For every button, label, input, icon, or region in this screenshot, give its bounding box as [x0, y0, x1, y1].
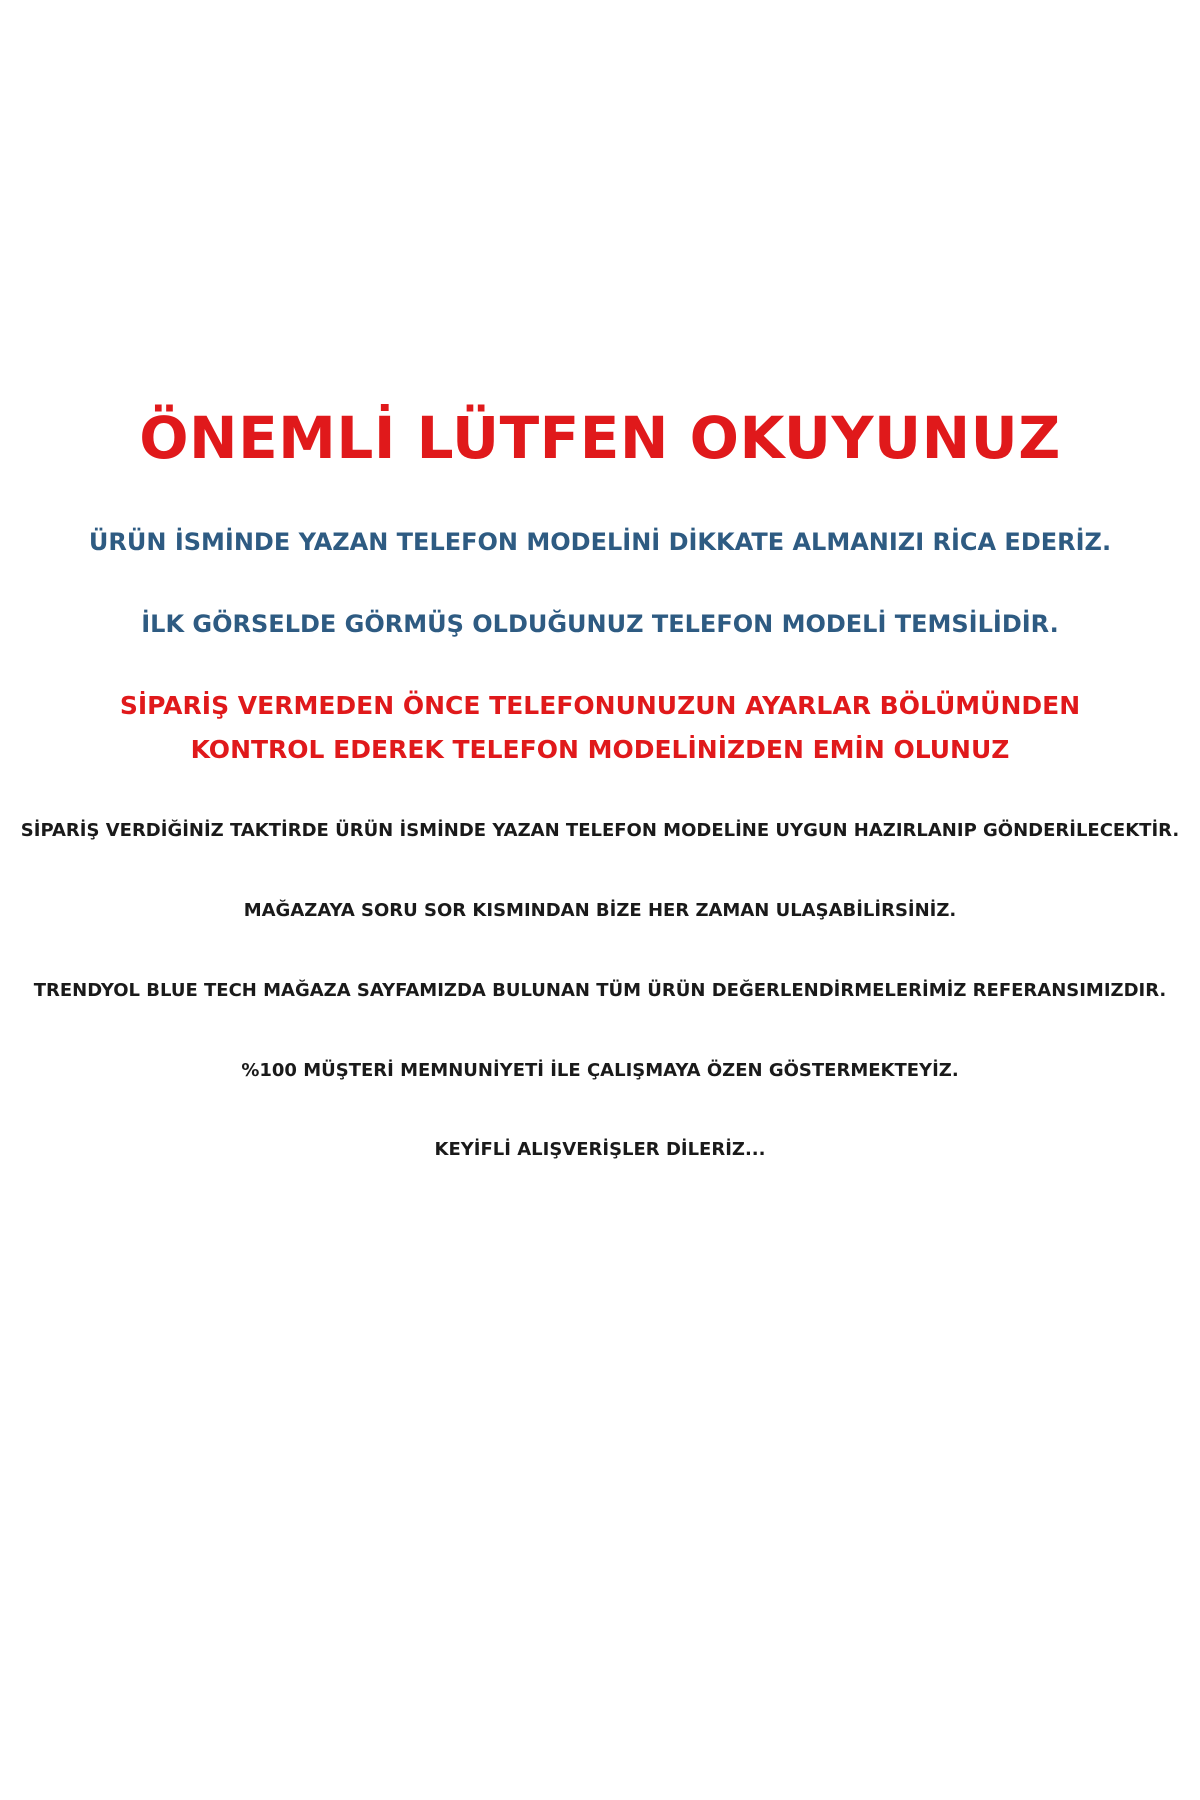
notice-title: ÖNEMLİ LÜTFEN OKUYUNUZ — [139, 404, 1061, 472]
shipping-notice: SİPARİŞ VERDİĞİNİZ TAKTİRDE ÜRÜN İSMİNDE YAZAN TELEFON MODELİNE UYGUN HAZIRLANIP GÖNDERİLECEKTİR. — [20, 820, 1180, 841]
closing-greeting: KEYİFLİ ALIŞVERİŞLER DİLERİZ... — [434, 1139, 766, 1160]
contact-notice: MAĞAZAYA SORU SOR KISMINDAN BİZE HER ZAMAN ULAŞABİLİRSİNİZ. — [243, 900, 957, 921]
check-settings-notice-line-2: KONTROL EDEREK TELEFON MODELİNİZDEN EMİN OLUNUZ — [190, 735, 1010, 764]
representative-image-notice: İLK GÖRSELDE GÖRMÜŞ OLDUĞUNUZ TELEFON MODELİ TEMSİLİDİR. — [141, 610, 1059, 638]
satisfaction-notice: %100 MÜŞTERİ MEMNUNİYETİ İLE ÇALIŞMAYA ÖZEN GÖSTERMEKTEYİZ. — [241, 1060, 959, 1081]
check-settings-notice-line-1: SİPARİŞ VERMEDEN ÖNCE TELEFONUNUZUN AYARLAR BÖLÜMÜNDEN — [119, 691, 1081, 720]
reviews-reference-notice: TRENDYOL BLUE TECH MAĞAZA SAYFAMIZDA BULUNAN TÜM ÜRÜN DEĞERLENDİRMELERİMİZ REFERANSIMIZDIR. — [33, 980, 1167, 1001]
model-name-notice: ÜRÜN İSMİNDE YAZAN TELEFON MODELİNİ DİKKATE ALMANIZI RİCA EDERİZ. — [88, 528, 1112, 556]
